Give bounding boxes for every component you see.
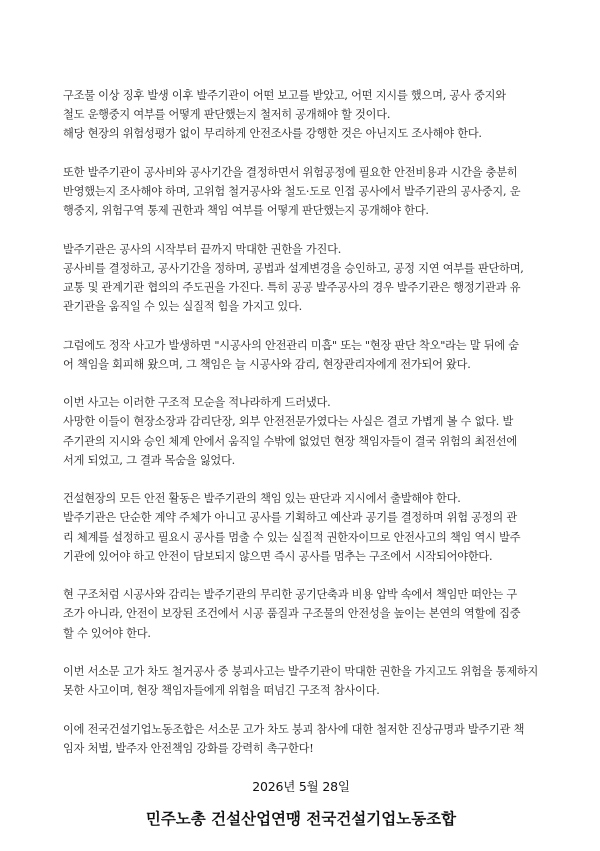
text-line: 서게 되었고, 그 결과 목숨을 잃었다. — [63, 453, 235, 467]
paragraph — [63, 163, 539, 221]
text-line: 이번 사고는 이러한 구조적 모순을 적나라하게 드러냈다. — [63, 396, 331, 410]
paragraph — [63, 585, 539, 643]
text-line: 반영했는지 조사해야 하며, 고위험 철거공사와 철도·도로 인접 공사에서 발주기관의 공사중지, 운 — [63, 185, 521, 198]
text-line: 어 책임을 회피해 왔으며, 그 책임은 늘 시공사와 감리, 현장관리자에게 전가되어 왔다. — [63, 357, 471, 371]
text-line: 임자 처벌, 발주자 안전책임 강화를 강력히 촉구한다! — [63, 741, 314, 755]
paragraph — [63, 393, 539, 470]
text-line: 또한 발주기관이 공사비와 공사기간을 결정하면서 위험공정에 필요한 안전비용과 시간을 충분히 — [63, 165, 518, 179]
paragraph — [63, 240, 539, 317]
text-line: 못한 사고이며, 현장 책임자들에게 위험을 떠넘긴 구조적 참사이다. — [63, 684, 380, 698]
text-line: 그럼에도 정작 사고가 발생하면 "시공사의 안전관리 미흡" 또는 "현장 판단 착오"라는 말 뒤에 숨 — [63, 338, 519, 352]
text-line: 이번 서소문 고가 차도 철거공사 중 붕괴사고는 발주기관이 막대한 권한을 가지고도 위험을 통제하지 — [63, 664, 539, 678]
text-line: 공사비를 결정하고, 공사기간을 정하며, 공법과 설계변경을 승인하고, 공정 지연 여부를 판단하며, — [63, 261, 524, 275]
text-line: 건설현장의 모든 안전 활동은 발주기관의 책임 있는 판단과 지시에서 출발해야 한다. — [63, 492, 461, 506]
paragraph-list — [63, 86, 539, 758]
text-line: 구조물 이상 징후 발생 이후 발주기관이 어떤 보고를 받았고, 어떤 지시를 했으며, 공사 중지와 — [63, 89, 506, 102]
text-line: 해당 현장의 위험성평가 없이 무리하게 안전조사를 강행한 것은 아닌지도 조사해야 한다. — [63, 127, 482, 141]
text-line: 이에 전국건설기업노동조합은 서소문 고가 차도 붕괴 참사에 대한 철저한 진상규명과 발주기관 책 — [63, 722, 525, 736]
text-line: 조가 아니라, 안전이 보장된 조건에서 시공 품질과 구조물의 안전성을 높이는 본연의 역할에 집중 — [63, 607, 521, 621]
text-line: 사망한 이들이 현장소장과 감리단장, 외부 안전전문가였다는 사실은 결코 가볍게 볼 수 없다. 발 — [63, 415, 514, 429]
text-line: 철도 운행중지 여부를 어떻게 판단했는지 철저히 공개해야 할 것이다. — [63, 108, 391, 122]
paragraph — [63, 336, 539, 374]
text-line: 교통 및 관계기관 협의의 주도권을 가진다. 특히 공공 발주공사의 경우 발주기관은 행정기관과 유 — [63, 281, 521, 294]
organization-signature: 민주노총 건설산업연맹 전국건설기업노동조합 — [145, 810, 457, 829]
text-line: 할 수 있어야 한다. — [63, 626, 151, 640]
statement-date: 2026년 5월 28일 — [252, 779, 350, 795]
statement-body — [63, 86, 539, 830]
text-line: 리 체계를 설정하고 필요시 공사를 멈출 수 있는 실질적 권한자이므로 안전사고의 책임 역시 발주 — [63, 530, 521, 544]
paragraph — [63, 662, 539, 700]
text-line: 발주기관은 단순한 계약 주체가 아니고 공사를 기획하고 예산과 공기를 결정하며 위험 공정의 관 — [63, 511, 517, 525]
paragraph — [63, 720, 539, 758]
text-line: 현 구조처럼 시공사와 감리는 발주기관의 무리한 공기단축과 비용 압박 속에서 책임만 떠안는 구 — [63, 588, 517, 602]
text-line: 주기관의 지시와 승인 체계 안에서 움직일 수밖에 없었던 현장 책임자들이 결국 위험의 최전선에 — [63, 434, 517, 448]
text-line: 발주기관은 공사의 시작부터 끝까지 막대한 권한을 가진다. — [63, 242, 342, 256]
paragraph — [63, 86, 539, 144]
text-line: 행중지, 위험구역 통제 권한과 책임 여부를 어떻게 판단했는지 공개해야 한다. — [63, 204, 429, 218]
text-line: 관기관을 움직일 수 있는 실질적 힘을 가지고 있다. — [63, 300, 302, 314]
text-line: 기관에 있어야 하고 안전이 담보되지 않으면 즉시 공사를 멈추는 구조에서 시작되어야한다. — [63, 549, 493, 563]
paragraph — [63, 489, 539, 566]
